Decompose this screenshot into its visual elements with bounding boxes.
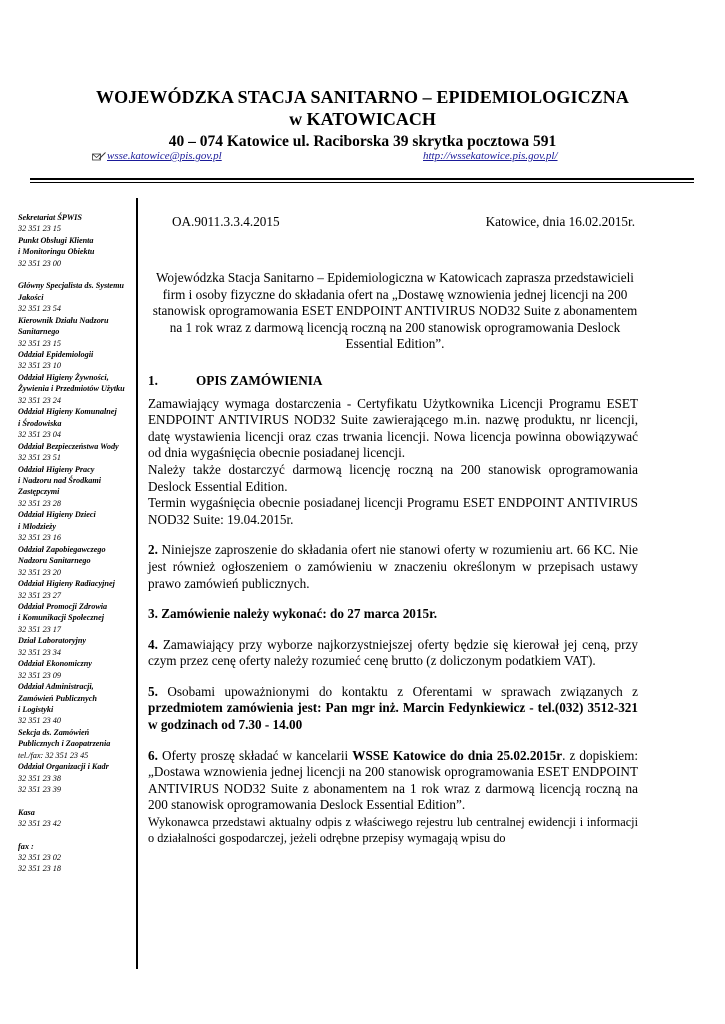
dept-entry: Dział Laboratoryjny 32 351 23 34 bbox=[18, 636, 87, 657]
header-divider-thick bbox=[30, 178, 694, 180]
dept-entry: Oddział Higieny Komunalnej i Środowiska 32 351 23 04 bbox=[18, 407, 117, 440]
dept-entry: Oddział Zapobiegawczego Nadzoru Sanitarnego 32 351 23 20 bbox=[18, 544, 106, 577]
dept-entry: Oddział Promocji Zdrowia i Komunikacji Społecznej 32 351 23 17 bbox=[18, 601, 108, 634]
fax-entry: fax : 32 351 23 02 32 351 23 18 bbox=[18, 841, 61, 874]
section-6-paragraph: 6. Oferty proszę składać w kancelarii WSSE Katowice do dnia 25.02.2015r. z dopiskiem: „Dostawa wznowienia jednej licencji na 200 stanowisk oprogramowania ESET ENDPOINT ANTIVIRUS NOD32 Suite z abonamentem na 1 rok wraz z darmową licencją roczną na 200 stanowisk oprogramowania Deslock Essential Edition”. bbox=[148, 747, 639, 813]
letterhead bbox=[0, 86, 725, 152]
dept-entry: Oddział Higieny Pracy i Nadzoru nad Środkami Zastępczymi 32 351 23 28 bbox=[18, 464, 102, 508]
dept-entry: Oddział Administracji, Zamówień Publicznych i Logistyki 32 351 23 40 bbox=[18, 682, 97, 726]
website-contact bbox=[423, 150, 558, 162]
dept-entry: Główny Specjalista ds. Systemu Jakości 32 351 23 54 bbox=[18, 281, 124, 314]
intro-paragraph: Wojewódzka Stacja Sanitarno – Epidemiologiczna w Katowicach zaprasza przedstawicieli firm i osoby fizyczne do składania ofert na „Dostawę wznowienia jednej licencji na 200 stanowisk oprogramowania ESET ENDPOINT ANTIVIRUS NOD32 Suite z abonamentem na 1 rok wraz z darmową licencją roczną na 200 stanowisk oprogramowania Deslock Essential Edition”. bbox=[152, 270, 638, 352]
email-link[interactable]: wsse.katowice@pis.gov.pl bbox=[107, 150, 222, 162]
dept-entry: Kasa 32 351 23 42 bbox=[18, 807, 61, 829]
section-4-paragraph: 4. Zamawiający przy wyborze najkorzystniejszej oferty będzie się kierował jej ceną, przy czym przez cenę oferty należy rozumieć cenę brutto (z doliczonym podatkiem VAT). bbox=[148, 636, 638, 669]
dept-entry: Kierownik Działu Nadzoru Sanitarnego 32 351 23 15 bbox=[18, 315, 109, 348]
section-1-paragraph: Termin wygaśnięcia obecnie posiadanej licencji Programu ESET ENDPOINT ANTIVIRUS NOD32 Suite: 19.04.2015r. bbox=[148, 495, 638, 527]
dept-entry: Oddział Epidemiologii 32 351 23 10 bbox=[18, 349, 94, 371]
dept-entry: Oddział Bezpieczeństwa Wody 32 351 23 51 bbox=[18, 441, 119, 463]
dept-entry: Oddział Ekonomiczny 32 351 23 09 bbox=[18, 659, 92, 680]
section-1-paragraph: Zamawiający wymaga dostarczenia - Certyfikatu Użytkownika Licencji Programu ESET ENDPOINT ANTIVIRUS NOD32 Suite zawierającego m.in. nazwę produktu, nr licencji, datę wystawienia licencji oraz czas trwania licencji. Nowa licencja powinna obowiązywać od dnia wygaśnięcia obecnie posiadanej licencji. bbox=[148, 395, 638, 461]
document-date: Katowice, dnia 16.02.2015r. bbox=[485, 214, 635, 229]
dept-entry: Sekretariat ŚPWIS 32 351 23 15 bbox=[18, 213, 82, 234]
section-1-paragraph: Należy także dostarczyć darmową licencję roczną na 200 stanowisk oprogramowania Deslock Essential Edition. bbox=[148, 461, 638, 494]
section-3-paragraph: 3. Zamówienie należy wykonać: do 27 marca 2015r. bbox=[148, 606, 438, 622]
letter-body bbox=[148, 214, 638, 847]
dept-entry: Oddział Higieny Dzieci i Młodzieży 32 351 23 16 bbox=[18, 510, 96, 543]
website-link[interactable]: http://wssekatowice.pis.gov.pl/ bbox=[423, 150, 558, 162]
reference-row bbox=[148, 214, 638, 232]
section-2-paragraph: 2. Niniejsze zaproszenie do składania ofert nie stanowi oferty w rozumieniu art. 66 KC. Nie jest również ogłoszeniem o zamówieniu w znaczeniu określonym w przepisach ustawy prawo zamówień publicznych. bbox=[148, 542, 638, 591]
department-directory bbox=[18, 212, 136, 875]
dept-entry: Oddział Higieny Żywności, Żywienia i Przedmiotów Użytku 32 351 23 24 bbox=[18, 372, 125, 405]
section-5-paragraph: 5. Osobami upoważnionymi do kontaktu z Oferentami w sprawach związanych z przedmiotem zamówienia jest: Pan mgr inż. Marcin Fedynkiewicz - tel.(032) 3512-321 w godzinach od 7.30 - 14.00 bbox=[148, 683, 638, 733]
institution-address: 40 – 074 Katowice ul. Raciborska 39 skrytka pocztowa 591 bbox=[168, 133, 557, 150]
reference-number: OA.9011.3.3.4.2015 bbox=[172, 214, 280, 229]
section-1-title: 1. OPIS ZAMÓWIENIA bbox=[148, 372, 323, 388]
dept-entry: Oddział Higieny Radiacyjnej 32 351 23 27 bbox=[18, 579, 115, 600]
dept-entry: Oddział Organizacji i Kadr 32 351 23 38 32 351 23 39 bbox=[18, 762, 109, 795]
institution-name: WOJEWÓDZKA STACJA SANITARNO – EPIDEMIOLOGICZNA bbox=[95, 87, 629, 107]
institution-city: w KATOWICACH bbox=[289, 109, 436, 129]
header-divider-thin bbox=[30, 182, 694, 183]
email-contact bbox=[92, 150, 222, 162]
section-6-continuation: Wykonawca przedstawi aktualny odpis z właściwego rejestru lub centralnej ewidencji i informacji o działalności gospodarczej, jeżeli odrębne przepisy wymagają wpisu do bbox=[148, 815, 638, 846]
dept-entry: Sekcja ds. Zamówień Publicznych i Zaopatrzenia tel./fax: 32 351 23 45 bbox=[18, 727, 111, 760]
dept-entry: Punkt Obsługi Klienta i Monitoringu Obiektu 32 351 23 00 bbox=[18, 235, 95, 268]
sidebar-divider bbox=[136, 198, 138, 969]
mail-pen-icon bbox=[92, 152, 106, 161]
